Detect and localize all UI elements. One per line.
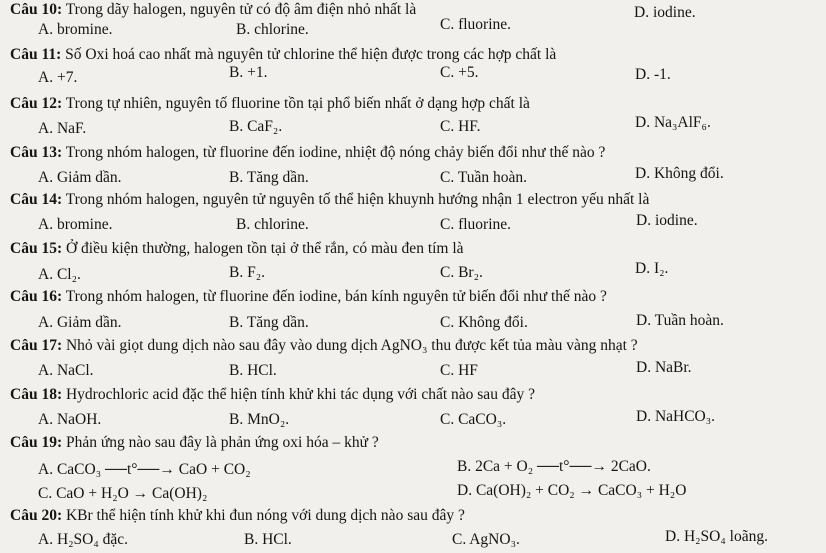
option-b xyxy=(229,169,309,187)
option-label: A. xyxy=(38,69,54,86)
option-text: HCl. xyxy=(258,531,292,548)
option-label: D. xyxy=(636,212,652,229)
option-label: D. xyxy=(635,114,651,131)
option-text: HCl. xyxy=(243,362,277,379)
option-a xyxy=(38,362,94,380)
option-text: H₂SO₄ đặc. xyxy=(53,531,129,548)
option-d xyxy=(634,4,696,22)
option-text: chlorine. xyxy=(250,216,309,233)
option-text: Giảm dần. xyxy=(53,169,122,186)
question-19 xyxy=(10,434,379,452)
question-18 xyxy=(10,386,535,404)
option-a xyxy=(38,531,128,549)
question-label: Câu 11: xyxy=(10,46,62,63)
option-c xyxy=(440,169,527,187)
question-label: Câu 14: xyxy=(10,191,63,208)
option-label: B. xyxy=(236,21,251,38)
option-d xyxy=(635,114,711,132)
option-b xyxy=(229,64,267,82)
option-a xyxy=(38,216,112,234)
option-label: A. xyxy=(38,266,54,283)
option-a xyxy=(38,69,77,87)
question-text: Ở điều kiện thường, halogen tồn tại ở thể rắn, có màu đen tím là xyxy=(62,240,464,257)
option-label: A. xyxy=(38,531,54,548)
option-a xyxy=(38,461,251,479)
question-15 xyxy=(10,240,464,258)
option-text: Na₃AlF₆. xyxy=(650,114,711,131)
question-text: Nhỏ vài giọt dung dịch nào sau đây vào dung dịch AgNO₃ thu được kết tủa màu vàng nhạt ? xyxy=(62,337,638,354)
question-20 xyxy=(10,507,465,525)
option-b xyxy=(457,458,651,476)
option-text: 2Ca + O₂ ──t°──→ 2CaO. xyxy=(471,458,651,475)
option-label: B. xyxy=(229,362,244,379)
question-10 xyxy=(10,1,416,19)
option-text: Tăng dần. xyxy=(243,314,309,331)
option-label: B. xyxy=(229,264,244,281)
option-label: B. xyxy=(236,216,251,233)
question-16 xyxy=(10,288,607,306)
option-text: +1. xyxy=(243,64,268,81)
option-label: B. xyxy=(457,458,472,475)
option-b xyxy=(229,362,277,380)
question-label: Câu 16: xyxy=(10,288,63,305)
option-d xyxy=(635,165,724,183)
question-14 xyxy=(10,191,649,209)
option-label: D. xyxy=(634,4,650,21)
option-b xyxy=(229,411,289,429)
option-label: D. xyxy=(635,165,651,182)
option-text: chlorine. xyxy=(250,21,309,38)
option-text: bromine. xyxy=(53,21,113,38)
option-b xyxy=(229,264,265,282)
option-d xyxy=(635,66,671,84)
option-d xyxy=(636,408,715,426)
option-text: iodine. xyxy=(651,212,698,229)
option-label: C. xyxy=(38,485,53,502)
option-text: fluorine. xyxy=(454,16,512,33)
option-text: NaF. xyxy=(53,120,87,137)
option-b xyxy=(236,216,309,234)
option-label: A. xyxy=(38,169,54,186)
option-text: H₂SO₄ loãng. xyxy=(680,528,768,545)
option-label: C. xyxy=(440,64,455,81)
option-text: AgNO₃. xyxy=(466,531,520,548)
option-label: A. xyxy=(38,411,54,428)
option-text: Tăng dần. xyxy=(243,169,309,186)
option-a xyxy=(38,21,112,39)
question-text: Hydrochloric acid đặc thể hiện tính khử khi tác dụng với chất nào sau đây ? xyxy=(62,386,535,403)
question-text: Trong nhóm halogen, từ fluorine đến iodine, bán kính nguyên tử biến đổi như thế nào ? xyxy=(62,288,607,305)
option-text: NaOH. xyxy=(53,411,102,428)
question-text: Trong tự nhiên, nguyên tố fluorine tồn tại phổ biến nhất ở dạng hợp chất là xyxy=(62,95,530,112)
question-text: Trong nhóm halogen, nguyên tử nguyên tố thể hiện khuynh hướng nhận 1 electron yếu nhất là xyxy=(62,191,650,208)
option-text: Giảm dần. xyxy=(53,314,122,331)
option-label: A. xyxy=(38,216,54,233)
question-text: Phản ứng nào sau đây là phản ứng oxi hóa – khử ? xyxy=(62,434,379,451)
option-c xyxy=(440,216,511,234)
option-d xyxy=(635,260,668,278)
option-label: D. xyxy=(457,482,473,499)
question-text: Trong dãy halogen, nguyên tử có độ âm điện nhỏ nhất là xyxy=(62,1,417,18)
option-text: I₂. xyxy=(650,260,669,277)
option-c xyxy=(440,314,528,332)
question-label: Câu 13: xyxy=(10,144,63,161)
question-text: Trong nhóm halogen, từ fluorine đến iodine, nhiệt độ nóng chảy biến đổi như thế nào ? xyxy=(62,144,606,161)
option-text: -1. xyxy=(650,66,671,83)
option-a xyxy=(38,411,101,429)
option-a xyxy=(38,169,122,187)
option-text: NaBr. xyxy=(651,359,692,376)
option-label: B. xyxy=(229,169,244,186)
option-c xyxy=(440,411,506,429)
option-label: B. xyxy=(229,64,244,81)
option-text: +7. xyxy=(53,69,78,86)
question-label: Câu 19: xyxy=(10,434,63,451)
option-label: D. xyxy=(636,359,652,376)
option-label: B. xyxy=(244,531,259,548)
question-label: Câu 20: xyxy=(10,507,63,524)
question-17 xyxy=(10,337,638,355)
option-label: C. xyxy=(440,216,455,233)
option-b xyxy=(236,21,309,39)
option-text: MnO₂. xyxy=(243,411,290,428)
question-label: Câu 17: xyxy=(10,337,63,354)
option-label: D. xyxy=(665,528,681,545)
option-text: bromine. xyxy=(53,216,113,233)
option-a xyxy=(38,314,122,332)
option-b xyxy=(229,118,282,136)
option-label: C. xyxy=(452,531,467,548)
option-text: Cl₂. xyxy=(53,266,81,283)
option-label: A. xyxy=(38,21,54,38)
option-label: C. xyxy=(440,169,455,186)
question-label: Câu 18: xyxy=(10,386,63,403)
option-b xyxy=(229,314,309,332)
option-label: C. xyxy=(440,411,455,428)
option-label: A. xyxy=(38,461,54,478)
question-12 xyxy=(10,95,530,113)
option-label: C. xyxy=(440,314,455,331)
question-text: KBr thể hiện tính khử khi đun nóng với dung dịch nào sau đây ? xyxy=(62,507,465,524)
option-label: A. xyxy=(38,314,54,331)
question-13 xyxy=(10,144,605,162)
option-label: D. xyxy=(636,312,652,329)
option-c xyxy=(440,16,511,34)
option-text: CaO + H₂O → Ca(OH)₂ xyxy=(52,485,208,502)
option-b xyxy=(244,531,292,549)
question-label: Câu 10: xyxy=(10,1,63,18)
option-text: Tuần hoàn. xyxy=(651,312,724,329)
option-text: NaHCO₃. xyxy=(651,408,716,425)
option-d xyxy=(665,528,768,546)
option-text: CaF₂. xyxy=(243,118,283,135)
option-text: NaCl. xyxy=(53,362,94,379)
option-a xyxy=(38,266,81,284)
option-a xyxy=(38,120,86,138)
option-text: HF xyxy=(454,362,478,379)
option-text: CaCO₃. xyxy=(454,411,507,428)
option-d xyxy=(457,482,686,500)
option-text: HF. xyxy=(454,118,481,135)
option-d xyxy=(636,359,692,377)
option-label: C. xyxy=(440,362,455,379)
option-text: +5. xyxy=(454,64,479,81)
option-c xyxy=(38,485,207,503)
option-label: B. xyxy=(229,411,244,428)
option-label: A. xyxy=(38,362,54,379)
option-text: Không đổi. xyxy=(454,314,528,331)
option-c xyxy=(440,64,478,82)
option-label: C. xyxy=(440,16,455,33)
option-d xyxy=(636,312,724,330)
option-text: iodine. xyxy=(649,4,696,21)
option-label: A. xyxy=(38,120,54,137)
option-label: B. xyxy=(229,118,244,135)
option-text: Br₂. xyxy=(454,264,483,281)
option-text: Tuần hoàn. xyxy=(454,169,527,186)
question-label: Câu 15: xyxy=(10,240,63,257)
option-c xyxy=(452,531,520,549)
option-text: F₂. xyxy=(243,264,265,281)
option-c xyxy=(440,362,478,380)
option-label: C. xyxy=(440,264,455,281)
option-d xyxy=(636,212,698,230)
option-text: Ca(OH)₂ + CO₂ → CaCO₃ + H₂O xyxy=(472,482,687,499)
option-label: B. xyxy=(229,314,244,331)
option-c xyxy=(440,264,483,282)
option-text: fluorine. xyxy=(454,216,512,233)
option-text: Không đổi. xyxy=(650,165,724,182)
option-label: D. xyxy=(635,66,651,83)
question-11 xyxy=(10,46,556,64)
option-label: D. xyxy=(636,408,652,425)
option-text: CaCO₃ ──t°──→ CaO + CO₂ xyxy=(53,461,251,478)
question-text: Số Oxi hoá cao nhất mà nguyên tử chlorine thể hiện được trong các hợp chất là xyxy=(61,46,557,63)
question-label: Câu 12: xyxy=(10,95,63,112)
option-c xyxy=(440,118,481,136)
option-label: D. xyxy=(635,260,651,277)
option-label: C. xyxy=(440,118,455,135)
